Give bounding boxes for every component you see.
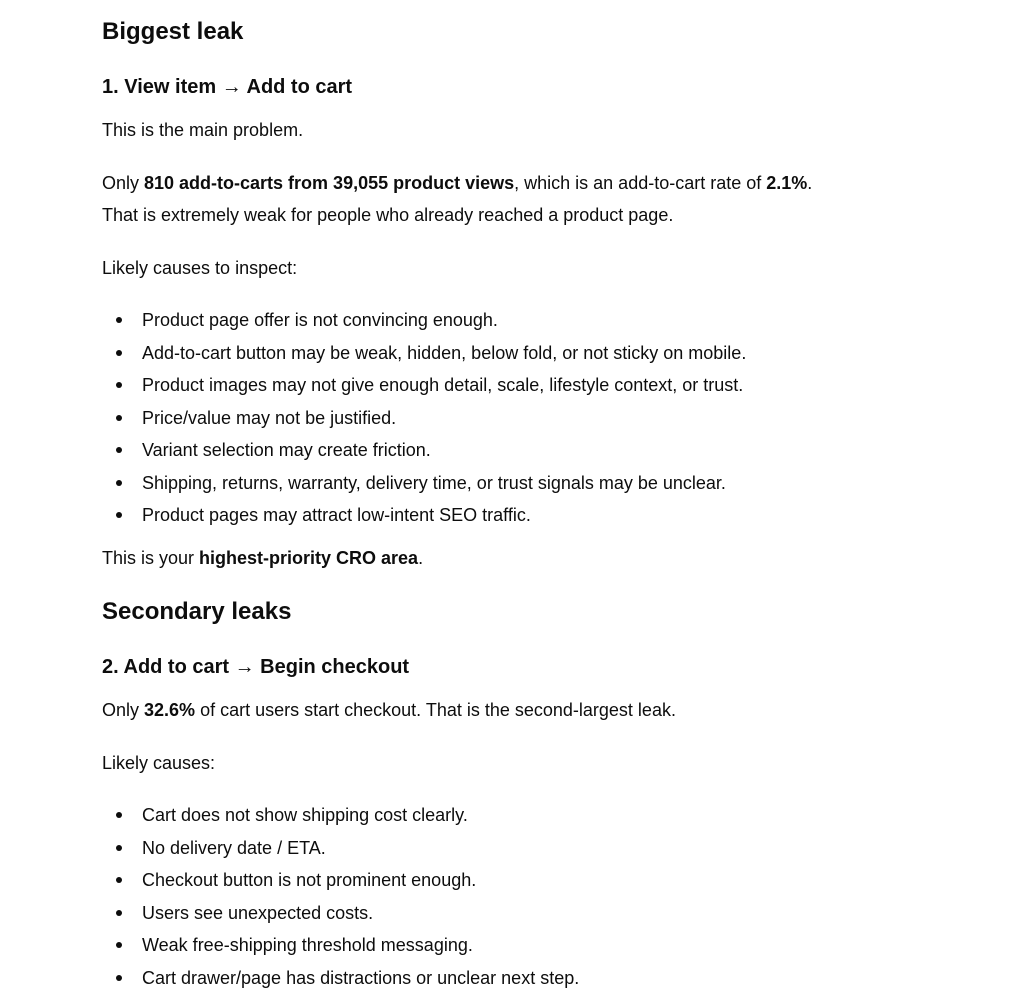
bullet-icon	[116, 910, 122, 916]
subheading-cart-to-checkout: 2. Add to cart → Begin checkout	[102, 656, 410, 678]
list-item: No delivery date / ETA.	[102, 832, 579, 865]
checkout-rate-paragraph: Only 32.6% of cart users start checkout. That is the second-largest leak.	[102, 700, 676, 720]
add-to-cart-rate-commentary: That is extremely weak for people who already reached a product page.	[102, 205, 674, 225]
add-to-cart-rate-paragraph: Only 810 add-to-carts from 39,055 product views, which is an add-to-cart rate of 2.1%.	[102, 173, 813, 193]
list-item: Product pages may attract low-intent SEO traffic.	[102, 499, 746, 532]
list-item: Add-to-cart button may be weak, hidden, below fold, or not sticky on mobile.	[102, 337, 746, 370]
bullet-icon	[116, 480, 122, 486]
causes-to-inspect-list	[102, 304, 746, 532]
bullet-icon	[116, 512, 122, 518]
bullet-icon	[116, 845, 122, 851]
bullet-icon	[116, 317, 122, 323]
heading-secondary-leaks: Secondary leaks	[102, 598, 292, 625]
list-item: Checkout button is not prominent enough.	[102, 864, 579, 897]
list-item: Variant selection may create friction.	[102, 434, 746, 467]
likely-causes-label: Likely causes:	[102, 753, 216, 773]
causes-to-inspect-label: Likely causes to inspect:	[102, 258, 298, 278]
bullet-icon	[116, 942, 122, 948]
priority-conclusion-paragraph: This is your highest-priority CRO area.	[102, 548, 424, 568]
list-item: Cart does not show shipping cost clearly.	[102, 799, 579, 832]
bullet-icon	[116, 447, 122, 453]
bullet-icon	[116, 877, 122, 883]
bullet-icon	[116, 975, 122, 981]
heading-biggest-leak: Biggest leak	[102, 18, 244, 45]
list-item: Weak free-shipping threshold messaging.	[102, 929, 579, 962]
list-item: Cart drawer/page has distractions or unclear next step.	[102, 962, 579, 995]
subheading-view-item-to-cart: 1. View item → Add to cart	[102, 76, 353, 98]
list-item: Shipping, returns, warranty, delivery time, or trust signals may be unclear.	[102, 467, 746, 500]
add-to-cart-count-highlight: 810 add-to-carts from 39,055 product views	[144, 173, 515, 193]
likely-causes-list	[102, 799, 579, 994]
priority-highlight: highest-priority CRO area	[199, 548, 419, 568]
list-item: Product page offer is not convincing enough.	[102, 304, 746, 337]
intro-paragraph: This is the main problem.	[102, 120, 304, 140]
bullet-icon	[116, 350, 122, 356]
bullet-icon	[116, 415, 122, 421]
bullet-icon	[116, 812, 122, 818]
list-item: Users see unexpected costs.	[102, 897, 579, 930]
add-to-cart-rate-highlight: 2.1%	[766, 173, 808, 193]
list-item: Price/value may not be justified.	[102, 402, 746, 435]
bullet-icon	[116, 382, 122, 388]
list-item: Product images may not give enough detail, scale, lifestyle context, or trust.	[102, 369, 746, 402]
checkout-rate-highlight: 32.6%	[144, 700, 196, 720]
